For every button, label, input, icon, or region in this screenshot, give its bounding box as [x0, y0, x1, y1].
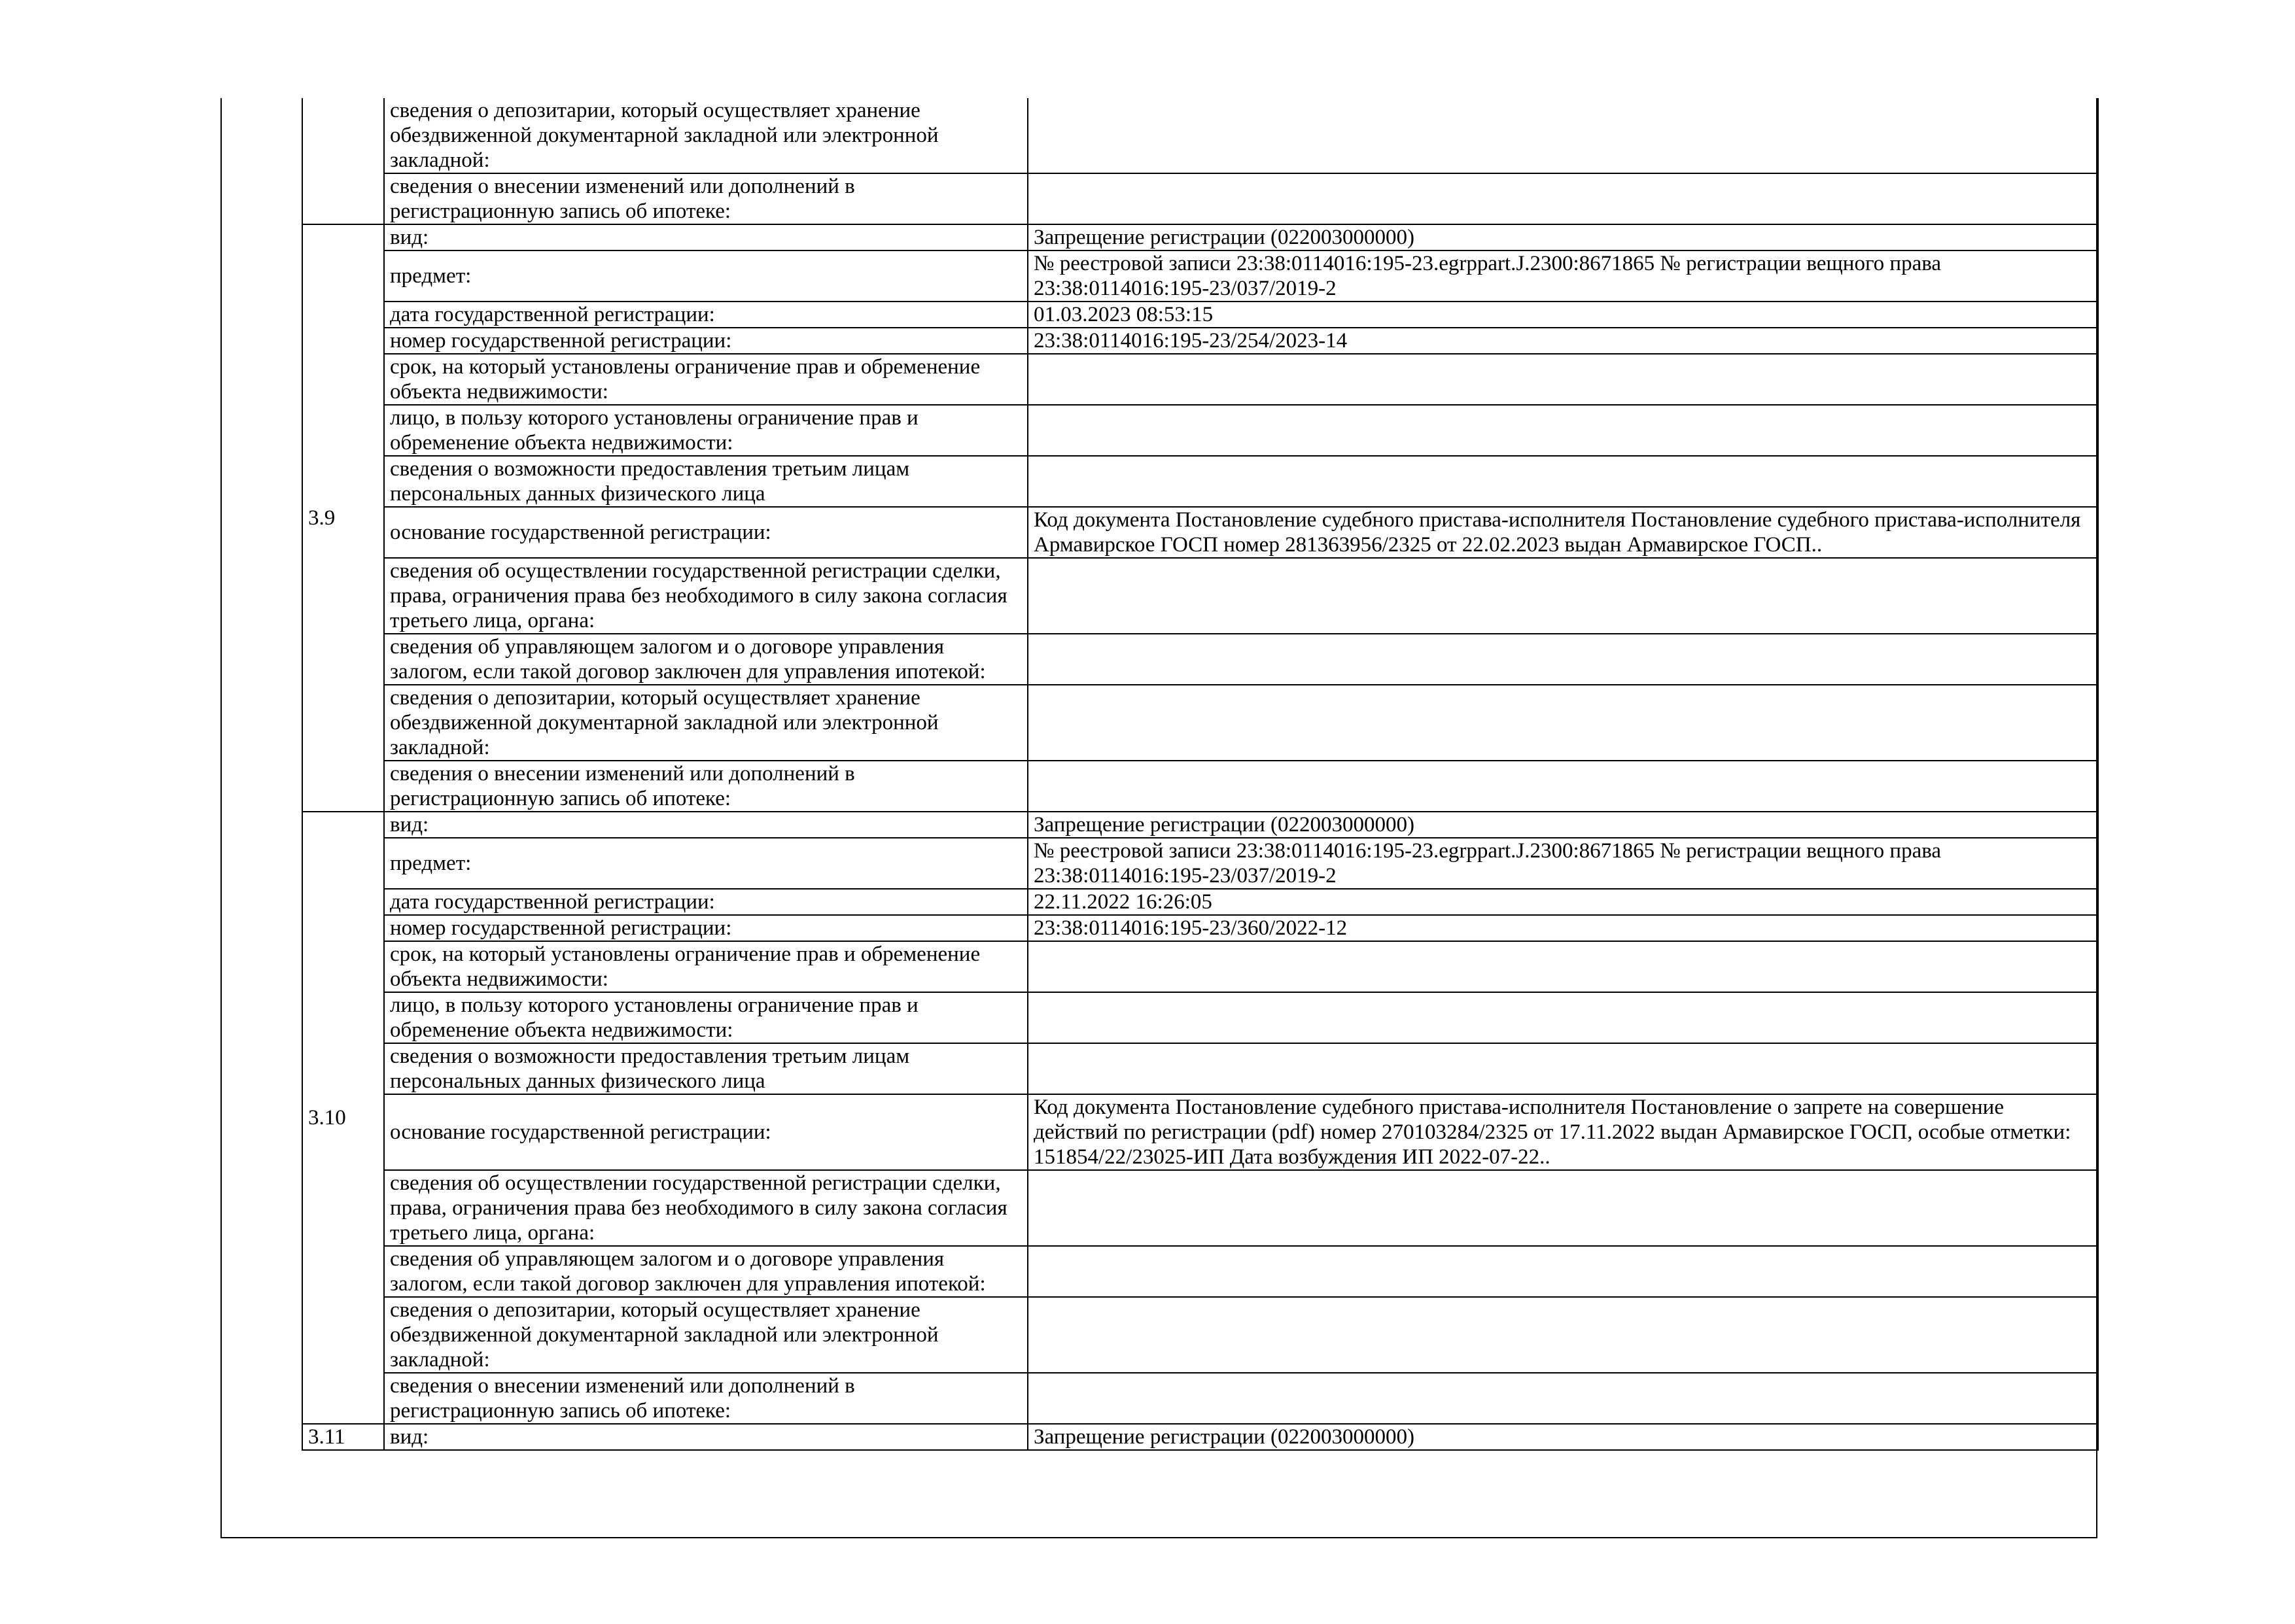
table-row [302, 98, 2098, 173]
section-number: 3.9 [302, 224, 384, 812]
field-value: Код документа Постановление судебного пристава-исполнителя Постановление судебного пристава-исполнителя Армавирское ГОСП номер 281363956/2325 от 22.02.2023 выдан Армавирское ГОСП.. [1028, 507, 2098, 558]
field-value: Запрещение регистрации (022003000000) [1028, 1424, 2098, 1450]
field-value [1028, 1297, 2098, 1373]
field-value [1028, 1246, 2098, 1297]
field-label: сведения об осуществлении государственной регистрации сделки, права, ограничения права без необходимого в силу закона согласия третьего лица, органа: [384, 1170, 1028, 1246]
field-label: сведения об управляющем залогом и о договоре управления залогом, если такой договор заключен для управления ипотекой: [384, 634, 1028, 685]
field-label: сведения о внесении изменений или дополнений в регистрационную запись об ипотеке: [384, 173, 1028, 224]
field-label: сведения о депозитарии, который осуществляет хранение обездвиженной документарной закладной или электронной закладной: [384, 98, 1028, 173]
table-row [302, 302, 2098, 328]
field-value [1028, 1170, 2098, 1246]
field-label: лицо, в пользу которого установлены ограничение прав и обременение объекта недвижимости: [384, 992, 1028, 1043]
table-row [302, 1094, 2098, 1170]
field-label: номер государственной регистрации: [384, 915, 1028, 941]
field-label: номер государственной регистрации: [384, 328, 1028, 354]
field-label: предмет: [384, 251, 1028, 302]
table-row [302, 838, 2098, 889]
field-label: основание государственной регистрации: [384, 507, 1028, 558]
table-row [302, 992, 2098, 1043]
registry-table-body [302, 98, 2098, 1450]
field-value [1028, 405, 2098, 456]
field-label: сведения о внесении изменений или дополнений в регистрационную запись об ипотеке: [384, 1373, 1028, 1424]
field-label: вид: [384, 812, 1028, 838]
field-value [1028, 558, 2098, 634]
field-value [1028, 992, 2098, 1043]
section-number: 3.10 [302, 812, 384, 1424]
table-row [302, 224, 2098, 251]
field-value [1028, 761, 2098, 812]
field-label: сведения о депозитарии, который осуществляет хранение обездвиженной документарной закладной или электронной закладной: [384, 1297, 1028, 1373]
field-value: Запрещение регистрации (022003000000) [1028, 812, 2098, 838]
table-row [302, 761, 2098, 812]
field-label: сведения о внесении изменений или дополнений в регистрационную запись об ипотеке: [384, 761, 1028, 812]
field-label: сведения о возможности предоставления третьим лицам персональных данных физического лица [384, 1043, 1028, 1094]
field-value [1028, 98, 2098, 173]
field-value: Запрещение регистрации (022003000000) [1028, 224, 2098, 251]
table-row [302, 1424, 2098, 1450]
field-value: 23:38:0114016:195-23/360/2022-12 [1028, 915, 2098, 941]
field-label: лицо, в пользу которого установлены ограничение прав и обременение объекта недвижимости: [384, 405, 1028, 456]
field-value [1028, 1043, 2098, 1094]
table-row [302, 915, 2098, 941]
table-row [302, 251, 2098, 302]
field-value [1028, 1373, 2098, 1424]
section-number-empty [302, 98, 384, 224]
table-row [302, 354, 2098, 405]
field-value [1028, 941, 2098, 992]
field-label: сведения о депозитарии, который осуществляет хранение обездвиженной документарной закладной или электронной закладной: [384, 685, 1028, 761]
field-label: вид: [384, 1424, 1028, 1450]
table-row [302, 941, 2098, 992]
table-row [302, 405, 2098, 456]
field-label: сведения об управляющем залогом и о договоре управления залогом, если такой договор заключен для управления ипотекой: [384, 1246, 1028, 1297]
table-row [302, 812, 2098, 838]
field-value [1028, 173, 2098, 224]
field-value [1028, 685, 2098, 761]
field-label: основание государственной регистрации: [384, 1094, 1028, 1170]
field-label: срок, на который установлены ограничение прав и обременение объекта недвижимости: [384, 354, 1028, 405]
section-number: 3.11 [302, 1424, 384, 1450]
field-value: № реестровой записи 23:38:0114016:195-23.egrppart.J.2300:8671865 № регистрации вещного права 23:38:0114016:195-23/037/2019-2 [1028, 838, 2098, 889]
field-value: 01.03.2023 08:53:15 [1028, 302, 2098, 328]
table-row [302, 685, 2098, 761]
table-row [302, 507, 2098, 558]
field-value [1028, 456, 2098, 507]
table-row [302, 328, 2098, 354]
table-row [302, 1297, 2098, 1373]
field-label: дата государственной регистрации: [384, 302, 1028, 328]
field-label: дата государственной регистрации: [384, 889, 1028, 915]
table-row [302, 634, 2098, 685]
field-value: 23:38:0114016:195-23/254/2023-14 [1028, 328, 2098, 354]
field-label: сведения о возможности предоставления третьим лицам персональных данных физического лица [384, 456, 1028, 507]
field-value [1028, 634, 2098, 685]
field-label: срок, на который установлены ограничение прав и обременение объекта недвижимости: [384, 941, 1028, 992]
field-label: вид: [384, 224, 1028, 251]
field-label: предмет: [384, 838, 1028, 889]
table-row [302, 456, 2098, 507]
field-value: Код документа Постановление судебного пристава-исполнителя Постановление о запрете на совершение действий по регистрации (pdf) номер 270103284/2325 от 17.11.2022 выдан Армавирское ГОСП, особые отметки: 151854/22/23025-ИП Дата возбуждения ИП 2022-07-22.. [1028, 1094, 2098, 1170]
field-label: сведения об осуществлении государственной регистрации сделки, права, ограничения права без необходимого в силу закона согласия третьего лица, органа: [384, 558, 1028, 634]
table-row [302, 1043, 2098, 1094]
table-row [302, 889, 2098, 915]
table-row [302, 1246, 2098, 1297]
field-value: 22.11.2022 16:26:05 [1028, 889, 2098, 915]
table-row [302, 558, 2098, 634]
registry-table [302, 98, 2099, 1451]
table-row [302, 1373, 2098, 1424]
table-row [302, 173, 2098, 224]
field-value [1028, 354, 2098, 405]
table-row [302, 1170, 2098, 1246]
field-value: № реестровой записи 23:38:0114016:195-23.egrppart.J.2300:8671865 № регистрации вещного права 23:38:0114016:195-23/037/2019-2 [1028, 251, 2098, 302]
